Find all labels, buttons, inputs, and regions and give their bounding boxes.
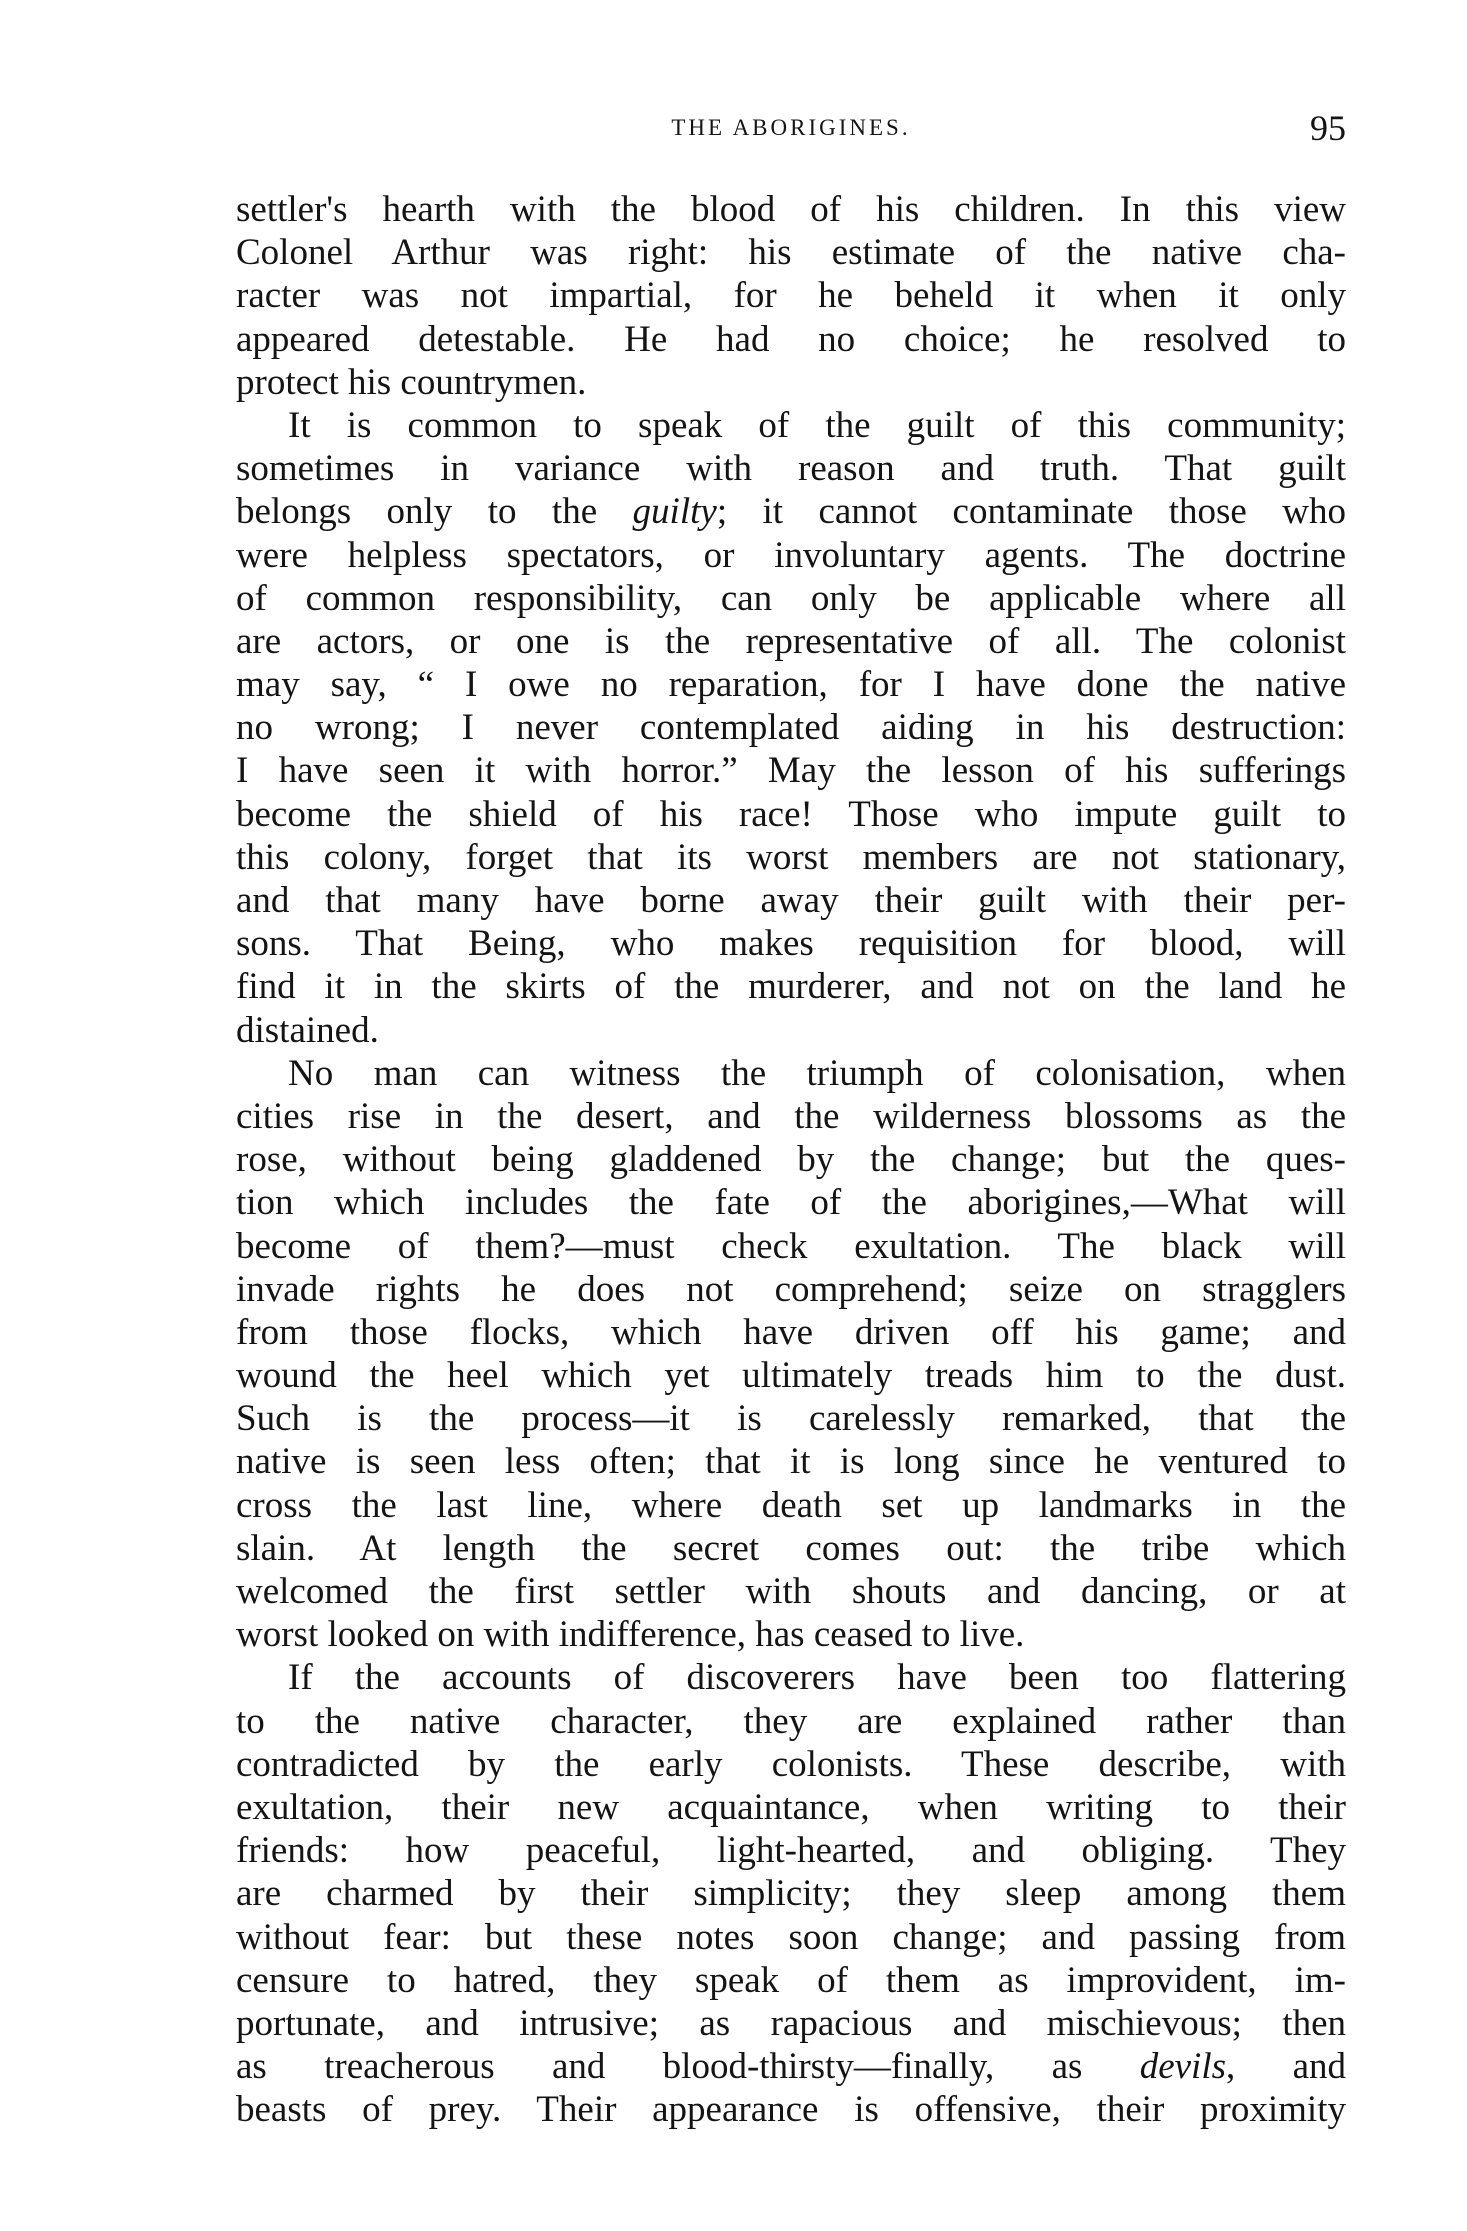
- italic-word: devils: [1139, 2046, 1227, 2088]
- text-line: become the shield of his race! Those who impute guilt to: [236, 793, 1346, 835]
- text-line: friends: how peaceful, light-hearted, and obliging. They: [236, 1830, 1346, 1872]
- text-line: Such is the process—it is carelessly remarked, that the: [236, 1398, 1346, 1440]
- text-line: to the native character, they are explained rather than: [236, 1700, 1346, 1742]
- text-line-devils: [236, 2045, 1346, 2088]
- text-line: rose, without being gladdened by the change; but the ques-: [236, 1139, 1346, 1181]
- text-fragment: ; it cannot contaminate those who: [716, 491, 1346, 533]
- text-line: may say, “ I owe no reparation, for I have done the native: [236, 664, 1346, 706]
- text-line: If the accounts of discoverers have been too flattering: [288, 1657, 1346, 1699]
- text-line: of common responsibility, can only be applicable where all: [236, 577, 1346, 619]
- text-line: no wrong; I never contemplated aiding in his destruction:: [236, 707, 1346, 749]
- text-line: cities rise in the desert, and the wilderness blossoms as the: [236, 1095, 1346, 1137]
- text-line: beasts of prey. Their appearance is offensive, their proximity: [236, 2089, 1346, 2131]
- text-line: racter was not impartial, for he beheld it when it only: [236, 275, 1346, 317]
- text-line: Colonel Arthur was right: his estimate of the native cha-: [236, 232, 1346, 274]
- text-line: welcomed the first settler with shouts and dancing, or at: [236, 1571, 1346, 1612]
- italic-word: guilty: [632, 491, 717, 533]
- page-number: 95: [1310, 108, 1346, 148]
- text-line: wound the heel which yet ultimately treads him to the dust.: [236, 1355, 1346, 1397]
- text-line-guilty: [236, 490, 1346, 533]
- text-line: slain. At length the secret comes out: the tribe which: [236, 1527, 1346, 1569]
- text-line: portunate, and intrusive; as rapacious and mischievous; then: [236, 2002, 1346, 2044]
- text-line: sometimes in variance with reason and truth. That guilt: [236, 448, 1346, 490]
- text-line: become of them?—must check exultation. The black will: [236, 1225, 1346, 1267]
- text-line: and that many have borne away their guilt with their per-: [236, 880, 1346, 921]
- text-line: I have seen it with horror.” May the lesson of his sufferings: [236, 750, 1346, 792]
- text-line: this colony, forget that its worst members are not stationary,: [236, 836, 1346, 878]
- text-line: are actors, or one is the representative of all. The colonist: [236, 620, 1346, 662]
- text-line: were helpless spectators, or involuntary agents. The doctrine: [236, 534, 1346, 576]
- body-text: [236, 188, 1346, 2131]
- text-line: distained.: [236, 1009, 379, 1051]
- text-line: from those flocks, which have driven off his game; and: [236, 1311, 1346, 1353]
- text-line: without fear: but these notes soon change; and passing from: [236, 1916, 1346, 1958]
- text-line: find it in the skirts of the murderer, and not on the land he: [236, 966, 1346, 1008]
- text-line: invade rights he does not comprehend; seize on stragglers: [236, 1268, 1346, 1310]
- text-line: tion which includes the fate of the aborigines,—What will: [236, 1182, 1346, 1224]
- text-line: exultation, their new acquaintance, when writing to their: [236, 1786, 1346, 1828]
- text-line: native is seen less often; that it is long since he ventured to: [236, 1441, 1346, 1483]
- text-fragment: belongs only to the: [236, 491, 633, 533]
- text-line: appeared detestable. He had no choice; he resolved to: [236, 318, 1346, 360]
- text-fragment: as treacherous and blood-thirsty—finally, as: [236, 2046, 1140, 2088]
- running-title: THE ABORIGINES.: [671, 115, 911, 140]
- text-line: cross the last line, where death set up landmarks in the: [236, 1484, 1346, 1526]
- text-line: censure to hatred, they speak of them as improvident, im-: [236, 1959, 1346, 2001]
- text-line: protect his countrymen.: [236, 361, 587, 403]
- text-line: sons. That Being, who makes requisition for blood, will: [236, 923, 1346, 965]
- text-line: It is common to speak of the guilt of this community;: [288, 404, 1346, 446]
- text-line: worst looked on with indifference, has ceased to live.: [236, 1614, 1025, 1656]
- text-line: contradicted by the early colonists. These describe, with: [236, 1743, 1346, 1785]
- text-line: No man can witness the triumph of colonisation, when: [288, 1052, 1346, 1094]
- text-line: settler's hearth with the blood of his children. In this view: [236, 189, 1346, 230]
- text-line: are charmed by their simplicity; they sleep among them: [236, 1873, 1346, 1915]
- text-fragment: , and: [1226, 2046, 1346, 2088]
- running-head: [236, 108, 1346, 148]
